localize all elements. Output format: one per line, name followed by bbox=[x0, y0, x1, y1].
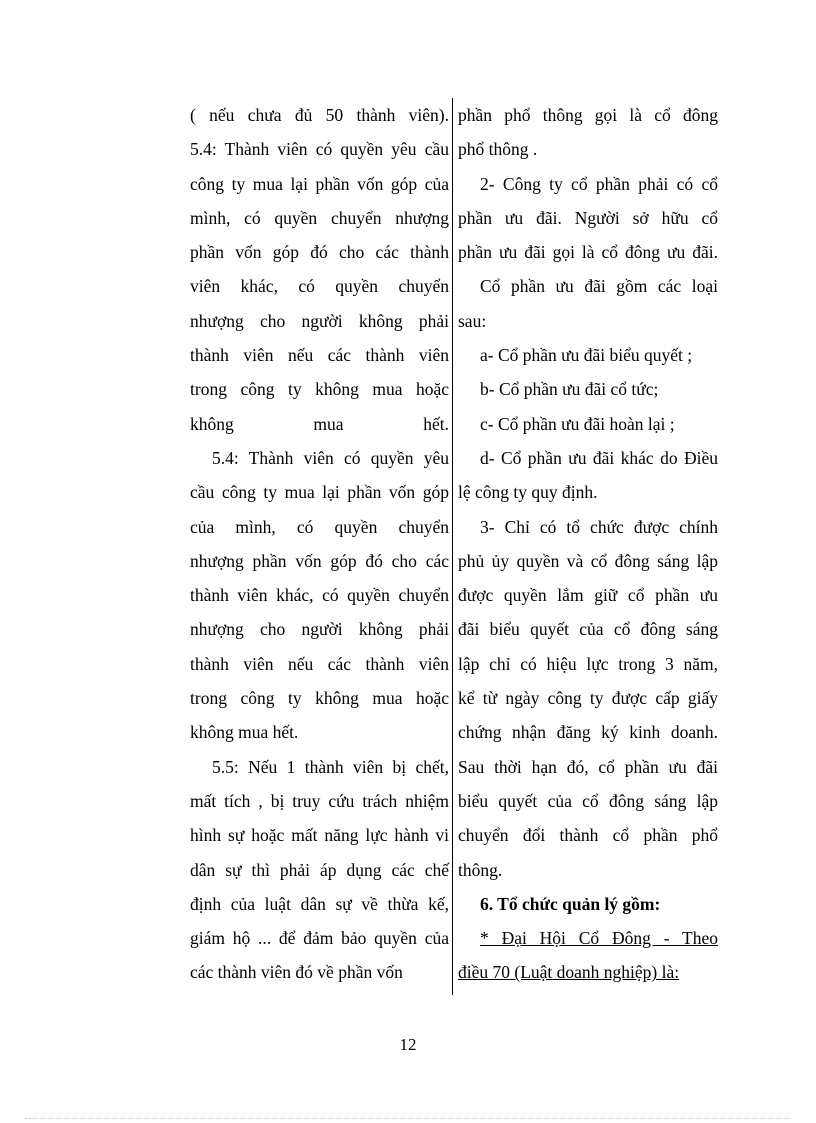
text-line: 5.5: Nếu 1 thành viên bị chết, bbox=[212, 756, 449, 777]
text-line: nhượng cho người không phải bbox=[190, 619, 449, 640]
text-line: phần vốn góp đó cho các thành bbox=[190, 242, 449, 263]
text-line: không mua hết. bbox=[190, 413, 449, 434]
page-number: 12 bbox=[399, 1035, 417, 1054]
text-line: mình, có quyền chuyển nhượng bbox=[190, 207, 449, 228]
footer-dotted-rule bbox=[25, 1118, 791, 1119]
text-line: mất tích , bị truy cứu trách nhiệm bbox=[190, 790, 449, 811]
text-line: d- Cổ phần ưu đãi khác do Điều bbox=[480, 447, 718, 468]
text-line: phần ưu đãi gọi là cổ đông ưu đãi. bbox=[458, 242, 718, 263]
right-text-column bbox=[458, 98, 718, 990]
text-line: 5.4: Thành viên có quyền yêu bbox=[212, 447, 449, 468]
text-line: không mua hết. bbox=[190, 722, 299, 743]
text-line: hình sự hoặc mất năng lực hành vi bbox=[190, 825, 449, 846]
text-line: chuyển đổi thành cổ phần phổ bbox=[458, 825, 718, 846]
text-line: thành viên nếu các thành viên bbox=[190, 653, 449, 674]
text-line: biểu quyết của cổ đông sáng lập bbox=[458, 790, 718, 811]
text-line: trong công ty không mua hoặc bbox=[190, 688, 449, 709]
text-line: phần phổ thông gọi là cổ đông bbox=[458, 105, 718, 125]
text-line: nhượng cho người không phải bbox=[190, 310, 449, 331]
text-line: giám hộ ... để đảm bảo quyền của bbox=[190, 928, 449, 949]
text-line: được quyền lắm giữ cổ phần ưu bbox=[458, 585, 718, 606]
text-line: thông. bbox=[458, 859, 503, 880]
text-line: b- Cổ phần ưu đãi cổ tức; bbox=[480, 379, 659, 400]
text-line: * Đại Hội Cổ Đông - Theo bbox=[480, 928, 718, 949]
text-line: Cổ phần ưu đãi gồm các loại bbox=[480, 276, 718, 297]
text-line: 5.4: Thành viên có quyền yêu cầu bbox=[190, 139, 449, 160]
text-line: 3- Chỉ có tổ chức được chính bbox=[480, 516, 718, 537]
text-line: kể từ ngày công ty được cấp giấy bbox=[458, 688, 718, 709]
text-line: chứng nhận đăng ký kinh doanh. bbox=[458, 722, 718, 743]
text-line: định của luật dân sự về thừa kế, bbox=[190, 893, 449, 914]
text-line: đãi biểu quyết của cổ đông sáng bbox=[458, 619, 718, 640]
left-text-column bbox=[190, 98, 449, 990]
column-divider bbox=[452, 98, 453, 995]
text-line: công ty mua lại phần vốn góp của bbox=[190, 173, 449, 194]
text-line: dân sự thì phải áp dụng các chế bbox=[190, 859, 449, 880]
text-line: của mình, có quyền chuyển bbox=[190, 516, 449, 537]
text-line: a- Cổ phần ưu đãi biểu quyết ; bbox=[480, 345, 693, 366]
text-line: phủ ủy quyền và cổ đông sáng lập bbox=[458, 550, 718, 571]
text-line: Sau thời hạn đó, cổ phần ưu đãi bbox=[458, 756, 718, 777]
text-line: thành viên khác, có quyền chuyển bbox=[190, 585, 449, 606]
text-line: các thành viên đó về phần vốn bbox=[190, 962, 403, 983]
text-line: điều 70 (Luật doanh nghiệp) là: bbox=[458, 962, 680, 983]
text-line: nhượng phần vốn góp đó cho các bbox=[190, 550, 449, 571]
text-line: phổ thông . bbox=[458, 139, 538, 160]
text-line: lệ công ty quy định. bbox=[458, 482, 598, 503]
text-line: 6. Tổ chức quản lý gồm: bbox=[480, 893, 661, 914]
text-line: lập chỉ có hiệu lực trong 3 năm, bbox=[458, 653, 718, 674]
text-line: phần ưu đãi. Người sở hữu cổ bbox=[458, 207, 718, 228]
text-line: c- Cổ phần ưu đãi hoàn lại ; bbox=[480, 413, 675, 434]
text-line: ( nếu chưa đủ 50 thành viên). bbox=[190, 105, 449, 125]
text-line: cầu công ty mua lại phần vốn góp bbox=[190, 482, 449, 503]
text-line: thành viên nếu các thành viên bbox=[190, 345, 449, 366]
text-line: 2- Công ty cổ phần phải có cổ bbox=[480, 173, 718, 194]
text-line: viên khác, có quyền chuyển bbox=[190, 276, 449, 297]
text-line: trong công ty không mua hoặc bbox=[190, 379, 449, 400]
text-line: sau: bbox=[458, 310, 487, 331]
